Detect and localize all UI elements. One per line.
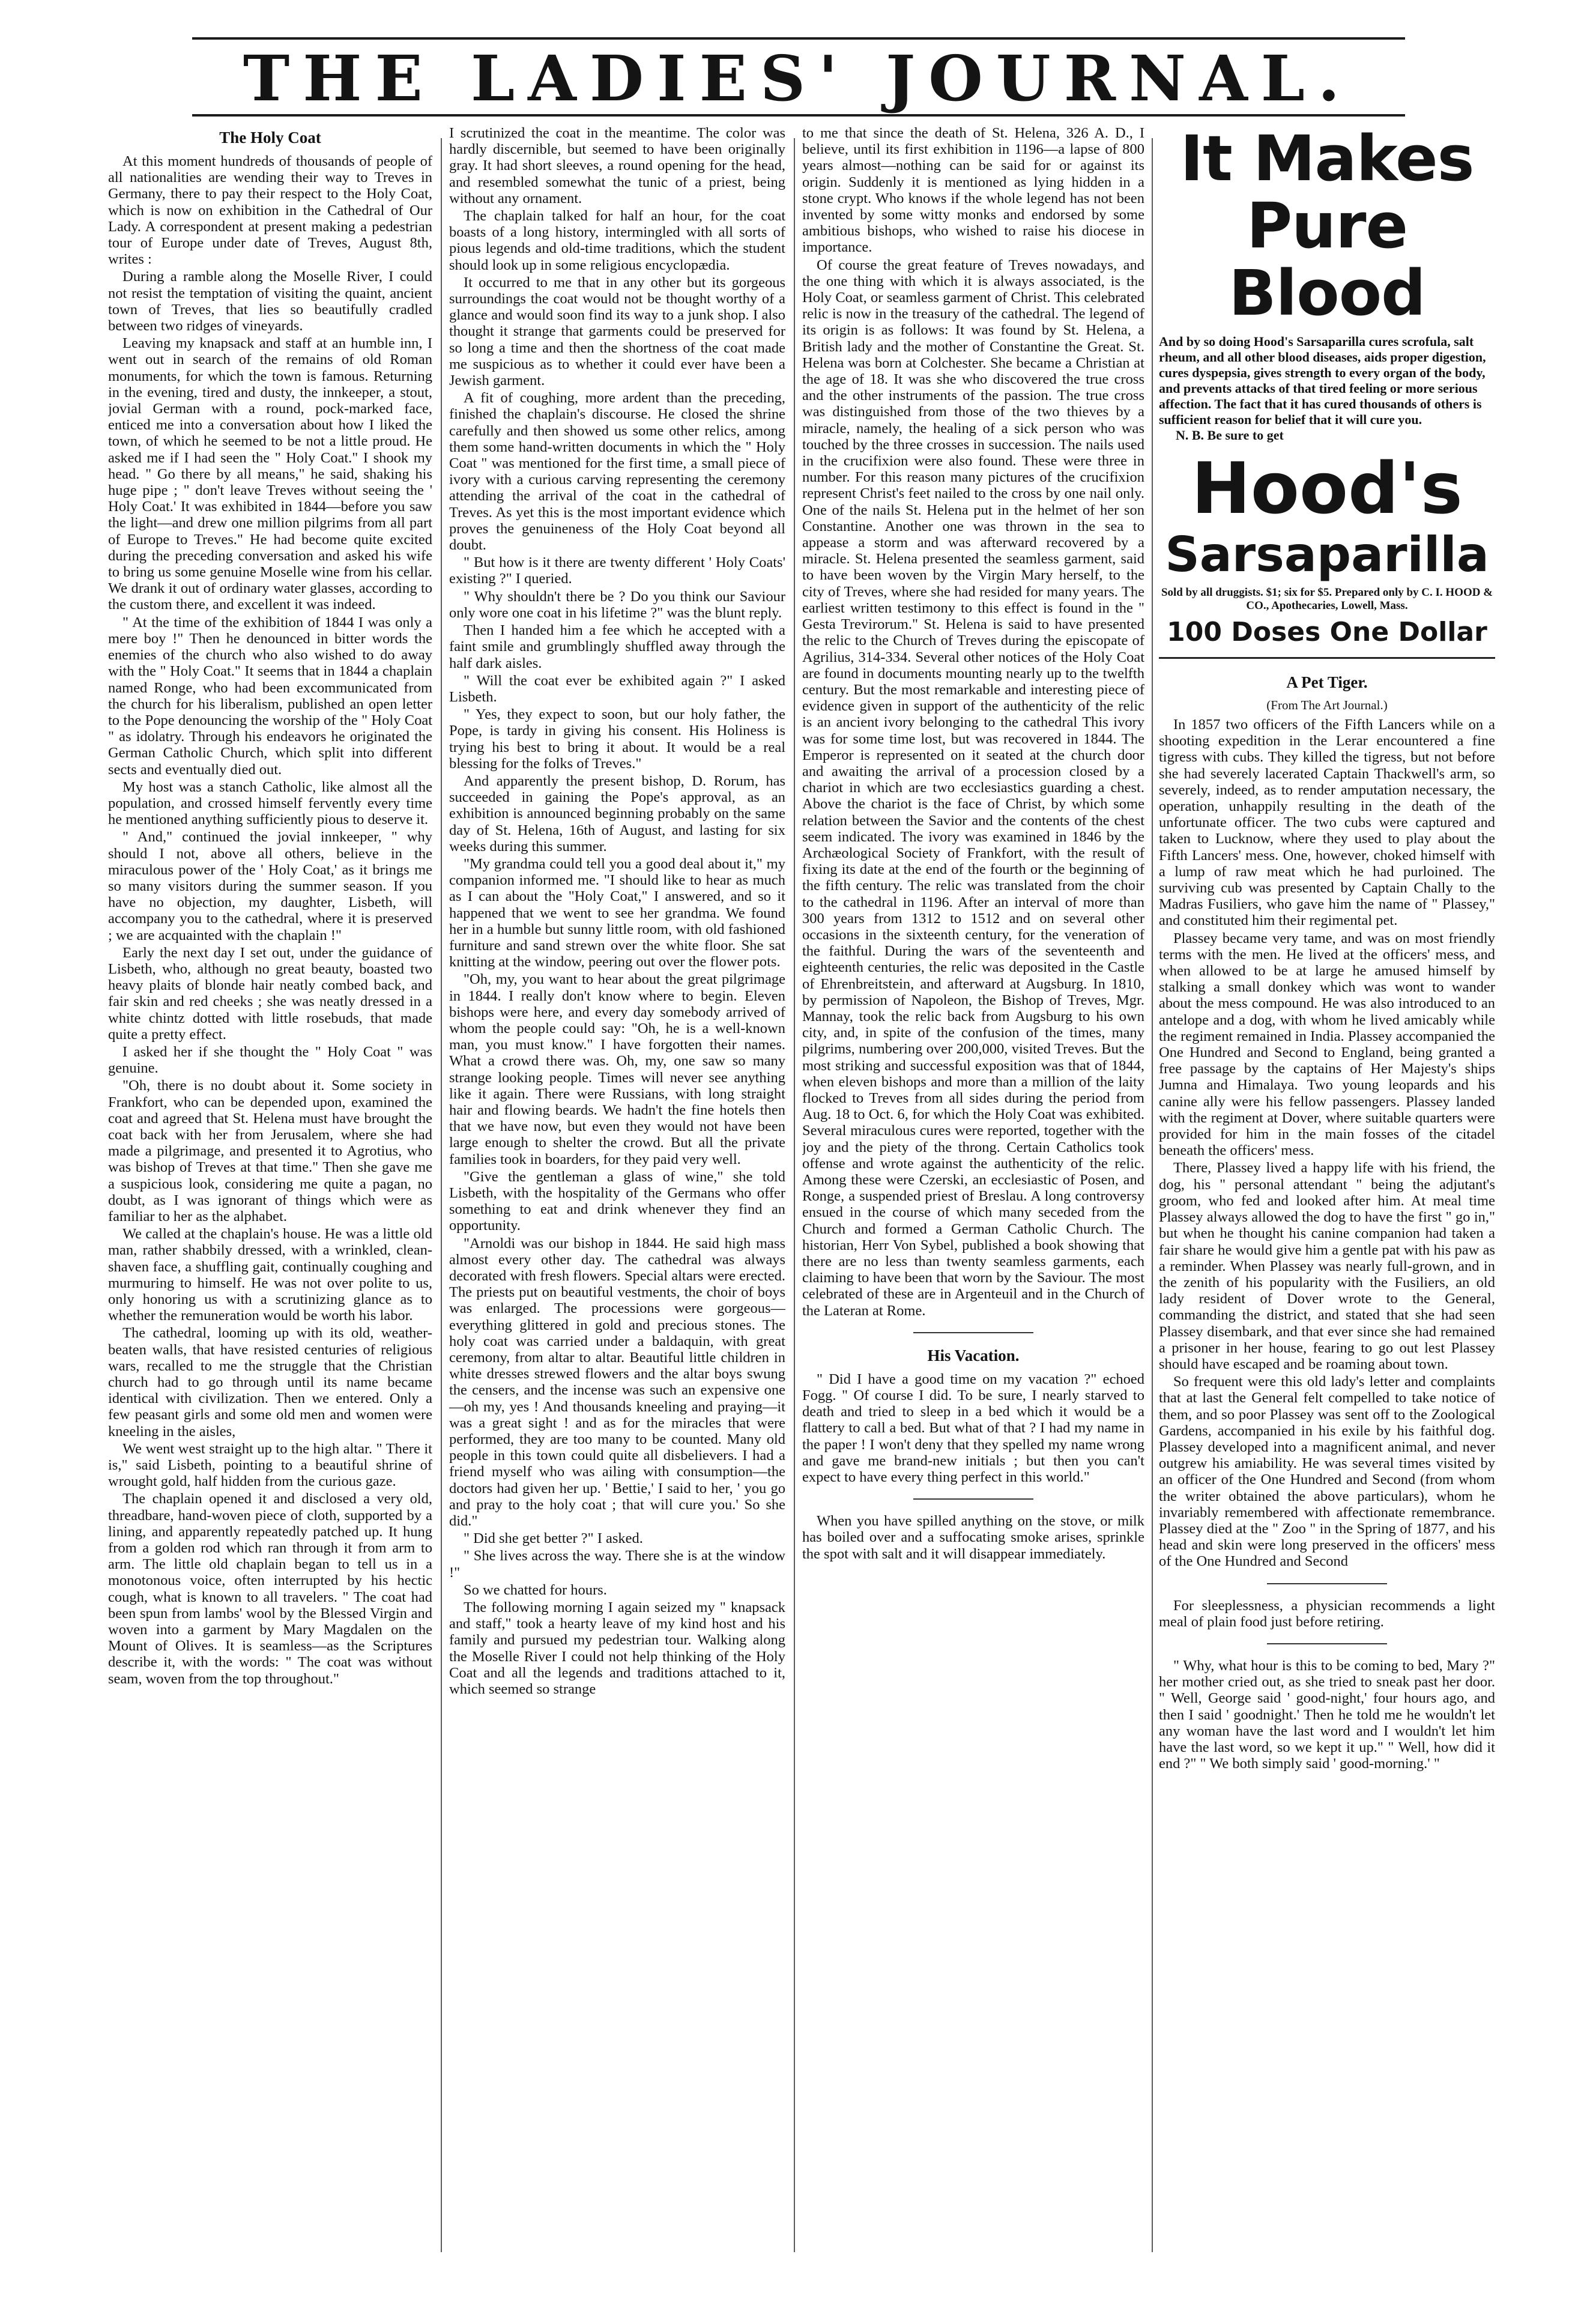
section-divider bbox=[913, 1332, 1033, 1333]
ad-brand-name: Hood's bbox=[1191, 447, 1463, 530]
article-paragraph: I scrutinized the coat in the meantime. The color was hardly discernible, but seemed to have been originally gray. It had short sleeves, a round opening for the head, and resembled somewhat the tunic of a priest, being without any ornament. bbox=[449, 125, 785, 207]
article-paragraph: We called at the chaplain's house. He was a little old man, rather shabbily dressed, with a wrinkled, clean-shaven face, a shuffling gait, continually coughing and murmuring to himself. He was not over polite to us, only honoring us with a scrutinizing glance as to whether the remuneration would be worth his labor. bbox=[108, 1226, 432, 1324]
article-paragraph: Leaving my knapsack and staff at an humble inn, I went out in search of the remains of old Roman monuments, for which the town is famous. Returning in the evening, tired and dusty, the innkeeper, a stout, jovial German with a round, pock-marked face, enticed me into a conversation about how I liked the town, of which he seemed to be not a little proud. He asked me if I had seen the " Holy Coat." I shook my head. " Go there by all means," he said, shaking his huge pipe ; " don't leave Treves without seeing the ' Holy Coat.' It was exhibited in 1844—before you saw the light—and drew one million pilgrims from all part of Europe to Treves." He had become quite excited during the preceding conversation and asked his wife to bring us some genuine Moselle wine from his cellar. We drank it out of ordinary water glasses, according to the custom there, and excellent it was indeed. bbox=[108, 335, 432, 613]
article-paragraph: The chaplain talked for half an hour, for the coat boasts of a long history, intermingled with all sorts of pious legends and old-time traditions, which the student should look up in some religious encyclopædia. bbox=[449, 208, 785, 273]
article-paragraph: Early the next day I set out, under the guidance of Lisbeth, who, although no great beauty, boasted two heavy plaits of blonde hair neatly combed back, and fair skin and red cheeks ; she was neatly dressed in a white chintz dotted with little rosebuds, that made quite a pretty effect. bbox=[108, 944, 432, 1043]
article-paragraph: " She lives across the way. There she is at the window !" bbox=[449, 1548, 785, 1581]
column-rule bbox=[441, 138, 442, 2252]
masthead-bottom-rule bbox=[192, 114, 1405, 117]
vacation-paragraph: " Did I have a good time on my vacation ?" echoed Fogg. " Of course I did. To be sure, I nearly starved to death and tried to sleep in a bed which it would be a flattery to call a bed. But what of that ? I had my name in the paper ! I won't deny that they spelled my name wrong and gave me brand-new initials ; but then you can't expect to have every thing perfect in this world." bbox=[802, 1371, 1144, 1486]
article-paragraph: It occurred to me that in any other but its gorgeous surroundings the coat would not be thought worthy of a glance and would soon find its way to a junk shop. I also thought it strange that garments could be preserved for so long a time and then the shortness of the coat made me suspicious as to whether it could ever have been a Jewish garment. bbox=[449, 274, 785, 389]
article-paragraph: During a ramble along the Moselle River, I could not resist the temptation of visiting the quaint, ancient town of Treves, that lies so beautifully cradled between two ridges of vineyards. bbox=[108, 268, 432, 335]
column-rule bbox=[1152, 138, 1153, 2252]
pet-tiger-headline: A Pet Tiger. bbox=[1286, 673, 1368, 691]
article-paragraph: "Oh, my, you want to hear about the great pilgrimage in 1844. I really don't know where to begin. Eleven bishops were here, and every day somebody arrived of whom the people could say: "Oh, he is a well-known man, you must know." I have forgotten their names. What a crowd there was. Oh, my, one saw so many strange looking people. Times will never see anything like it again. There were Russians, with long straight hair and flowing beards. We hadn't the fine hotels then that we have now, but even they would not have been large enough to shelter the crowd. But all the private families took in boarders, for they paid very well. bbox=[449, 971, 785, 1168]
article-paragraph: We went west straight up to the high altar. " There it is," said Lisbeth, pointing to a beautiful shrine of wrought gold, half hidden from the curious gaze. bbox=[108, 1440, 432, 1490]
article-paragraph: " But how is it there are twenty different ' Holy Coats' existing ?" I queried. bbox=[449, 554, 785, 587]
article-paragraph: "Give the gentleman a glass of wine," she told Lisbeth, with the hospitality of the Germans who offer something to eat and drink whenever they find an opportunity. bbox=[449, 1168, 785, 1234]
article-paragraph: The following morning I again seized my " knapsack and staff," took a hearty leave of my kind host and his family and pursued my pedestrian tour. Walking along the Moselle River I could not help thinking of the Holy Coat and all the legends and traditions attached to it, which seemed so strange bbox=[449, 1599, 785, 1698]
article-paragraph: So frequent were this old lady's letter and complaints that at last the General felt compelled to take notice of them, and so poor Plassey was sent off to the Zoological Gardens, accompanied in his exile by his faithful dog. Plassey developed into a magnificent animal, and never outgrew his amiability. He was several times visited by an officer of the One Hundred and Second (from whom the writer obtained the above particulars), whom he invariably remembered with affectionate remembrance. Plassey died at the " Zoo " in the Spring of 1877, and his head and skin were long preserved in the officers' mess of the One Hundred and Second bbox=[1159, 1374, 1495, 1570]
article-paragraph: Then I handed him a fee which he accepted with a faint smile and grumblingly shuffled away through the half dark aisles. bbox=[449, 622, 785, 671]
column-1 bbox=[108, 125, 432, 2275]
hoods-sarsaparilla-ad bbox=[1159, 125, 1495, 659]
article-paragraph: " At the time of the exhibition of 1844 I was only a mere boy !" Then he denounced in bitter words the enemies of the church who also wished to do away with the " Holy Coat." It seems that in 1844 a chaplain named Ronge, who had been excommunicated from the church for his liberalism, published an open letter to the Pope denouncing the worship of the " Holy Coat " as idolatry. Through his endeavors he originated the German Catholic Church, which split into different sects and eventually died out. bbox=[108, 614, 432, 778]
masthead-title: THE LADIES' JOURNAL. bbox=[243, 41, 1353, 115]
ad-doses-line: 100 Doses One Dollar bbox=[1167, 617, 1487, 647]
holy-coat-headline: The Holy Coat bbox=[219, 129, 321, 147]
ad-body-text bbox=[1159, 334, 1495, 443]
article-paragraph: " Will the coat ever be exhibited again ?" I asked Lisbeth. bbox=[449, 672, 785, 705]
article-paragraph: "Oh, there is no doubt about it. Some society in Frankfort, who can be depended upon, examined the coat and agreed that St. Helena must have brought the coat back with her from Jerusalem, where she had made a pilgrimage, and presented it to Agrotius, who was bishop of Treves at that time." Then she gave me a suspicious look, considering me quite a pagan, no doubt, as I was ignorant of things which were as familiar to her as the alphabet. bbox=[108, 1077, 432, 1225]
article-paragraph: And apparently the present bishop, D. Rorum, has succeeded in gaining the Pope's approval, as an exhibition is announced beginning probably on the same day of St. Helena, 16th of August, and lasting for six weeks during this summer. bbox=[449, 772, 785, 855]
masthead bbox=[0, 11, 1596, 131]
masthead-top-rule bbox=[192, 37, 1405, 40]
article-paragraph: "My grandma could tell you a good deal about it," my companion informed me. "I should like to hear as much as I can about the "Holy Coat," I answered, and so it happened that we went to see her grandma. We found her in a humble but sunny little room, with old fashioned furniture and sand strewn over the white floor. She sat knitting at the window, peering out over the flower pots. bbox=[449, 855, 785, 971]
article-paragraph: "Arnoldi was our bishop in 1844. He said high mass almost every other day. The cathedral was always decorated with fresh flowers. Special altars were erected. The priests put on beautiful vestments, the choir of boys was enlarged. The processions were gorgeous—everything glittered in gold and precious stones. The holy coat was carried under a baldaquin, with great ceremony, from altar to altar. Beautiful little children in white dresses strewed flowers and the altar boys swung the censers, and the incense was such an expensive one—oh my, yes ! And thousands kneeling and praying—it was a great sight ! and as for the miracles that were performed, they are too many to be counted. Many old people in this town could quite all disbelievers. I had a friend myself who was ailing with consumption—the doctors had given her up. ' Bettie,' I said to her, ' you go and pray to the holy coat ; that will cure you.' So she did." bbox=[449, 1235, 785, 1530]
article-paragraph: There, Plassey lived a happy life with his friend, the dog, his " personal attendant " being the adjutant's groom, who fed and looked after him. At meal time Plassey always allowed the dog to have the first " go in," but when he thought his canine companion had taken a fair share he would give him a gentle pat with his paw as a reminder. When Plassey was nearly full-grown, and in the zenith of his popularity with the Fusiliers, an old lady resident of Dover wrote to the General, commanding the district, and stated that she had seen Plassey disembark, and that ever since she had remained a prisoner in her house, fearing to go out lest Plassey should have escaped and be roaming about town. bbox=[1159, 1160, 1495, 1372]
ad-headline-line1: It Makes bbox=[1180, 125, 1474, 195]
article-paragraph: In 1857 two officers of the Fifth Lancers while on a shooting expedition in the Lerar encountered a fine tigress with cubs. They killed the tigress, but not before she had severely lacerated Captain Thackwell's arm, so severely, indeed, as to render amputation necessary, the operation, unhappily resulting in the death of the unfortunate officer. The two cubs were captured and taken to Lucknow, where they used to play about the Fifth Lancers' mess. One, however, choked himself with a lump of raw meat which he had purloined. The surviving cub was presented by Captain Chally to the Madras Fusiliers, who gave him the name of " Plassey," and constituted him their regimental pet. bbox=[1159, 716, 1495, 929]
ad-bottom-rule bbox=[1159, 657, 1495, 659]
spill-tip-paragraph: When you have spilled anything on the stove, or milk has boiled over and a suffocating smoke arises, sprinkle the spot with salt and it will disappear immediately. bbox=[802, 1513, 1144, 1562]
column-2 bbox=[449, 125, 785, 2275]
section-divider bbox=[913, 1498, 1033, 1500]
article-paragraph: A fit of coughing, more ardent than the preceding, finished the chaplain's discourse. He closed the shrine carefully and then showed us some other relics, among them some hand-written documents in which the " Holy Coat " was mentioned for the first time, a small piece of ivory with a curious carving representing the ceremony attending the arrival of the coat in the cathedral of Treves. As yet this is the most important evidence which proves the genuineness of the Holy Coat beyond all doubt. bbox=[449, 390, 785, 554]
ad-sold-by: Sold by all druggists. $1; six for $5. Prepared only by C. I. HOOD & CO., Apothecaries, Lowell, Mass. bbox=[1161, 586, 1493, 612]
ad-headline-line2: Pure Blood bbox=[1229, 189, 1425, 330]
sleep-tip-paragraph: For sleeplessness, a physician recommends a light meal of plain food just before retiring. bbox=[1159, 1597, 1495, 1630]
good-morning-paragraph: " Why, what hour is this to be coming to bed, Mary ?" her mother cried out, as she tried to sneak past her door. " Well, George said ' good-night,' four hours ago, and then I said ' goodnight.' Then he told me he wouldn't let any woman have the last word and I wouldn't let him have the last word, so we kept it up." " Well, how did it end ?" " We both simply said ' good-morning.' " bbox=[1159, 1657, 1495, 1772]
section-divider bbox=[1267, 1643, 1387, 1644]
article-paragraph: " And," continued the jovial innkeeper, " why should I not, above all others, believe in the miraculous power of the ' Holy Coat,' as it brings me so many visitors during the summer season. If you have no objection, my daughter, Lisbeth, will accompany you to the cathedral, where it is preserved ; we are acquainted with the chaplain !" bbox=[108, 829, 432, 944]
article-paragraph: " Why shouldn't there be ? Do you think our Saviour only wore one coat in his lifetime ?" was the blunt reply. bbox=[449, 588, 785, 621]
ad-body-copy: And by so doing Hood's Sarsaparilla cures scrofula, salt rheum, and all other blood diseases, aids proper digestion, cures dyspepsia, gives strength to every organ of the body, and prevents attacks of that tired feeling or more serious affection. The fact that it has cured thousands of others is sufficient reason for belief that it will cure you. bbox=[1159, 334, 1486, 427]
article-paragraph: " Did she get better ?" I asked. bbox=[464, 1530, 643, 1547]
vacation-headline: His Vacation. bbox=[927, 1346, 1020, 1365]
article-paragraph: to me that since the death of St. Helena, 326 A. D., I believe, until its first exhibition in 1196—a lapse of 800 years almost—nothing can be said for or against its origin. Suddenly it is mentioned as lying hidden in a stone crypt. Who knows if the whole legend has not been invented by some witty monks and endorsed by some ambitious bishops, who wished to raise his diocese in importance. bbox=[802, 125, 1144, 256]
article-paragraph: The chaplain opened it and disclosed a very old, threadbare, hand-woven piece of cloth, supported by a lining, and apparently repeatedly patched up. It hung from a golden rod which ran through it from arm to arm. The little old chaplain began to tell us in a monotonous voice, often interrupted by his hectic cough, what is known to all travelers. " The coat had been spun from lambs' wool by the Blessed Virgin and woven into a garment by Mary Magdalen on the Mount of Olives. It is seamless—as the Scriptures describe it, with the words: " The coat was without seam, woven from the top throughout." bbox=[108, 1491, 432, 1687]
article-paragraph: Of course the great feature of Treves nowadays, and the one thing with which it is always associated, is the Holy Coat, or seamless garment of Christ. This celebrated relic is now in the treasury of the cathedral. The legend of its origin is as follows: It was found by St. Helena, a British lady and the mother of Constantine the Great. St. Helena was born at Colchester. She became a Christian at the age of 18. It was she who discovered the true cross and the other instruments of the passion. The true cross was distinguished from those of the two thieves by a miracle, namely, the healing of a sick person who was touched by the three crosses in succession. The nails used in the crucifixion were also found. These were three in number. For this reason many pictures of the crucifixion represent Christ's feet nailed to the cross by one nail only. One of the nails St. Helena put in the helmet of her son Constantine. Another one was thrown in the sea to appease a storm and was afterward recovered by a miracle. St. Helena presented the seamless garment, said to have been woven by the Virgin Mary herself, to the city of Treves, where she had resided for many years. The earliest written testimony to this effect is found in the " Gesta Trevirorum." St. Helena is said to have presented the relic to the Church of Treves during the episcopate of Agrilius, 314-334. Several other notices of the Holy Coat are found in documents mounting nearly up to the twelfth century. But the most remarkable and interesting piece of evidence given in support of the authenticity of the relic is an ancient ivory belonging to the cathedral This ivory was for some time lost, but was recovered in 1844. The Emperor is represented on it seated at the church door and awaiting the arrival of a procession closed by a chariot in which are two ecclesiastics guarding a chest. Above the chariot is the face of Christ, by which some relation between the Savior and the contents of the chest seem indicated. The ivory was examined in 1846 by the Archæological Society of Frankfort, with the result of fixing its date at the end of the fourth or the beginning of the fifth century. The relic was translated from the choir to the cathedral in 1196. After an interval of more than 300 years from 1312 to 1512 and on several other occasions in the sixteenth century, for the veneration of the faithful. During the wars of the seventeenth and eighteenth centuries, the relic was deposited in the Castle of Ehrenbreitstein, and afterward at Augsburg. In 1810, by permission of Napoleon, the Bishop of Treves, Mgr. Mannay, took the relic back from Augsburg to his own city, and, in spite of the confusion of the times, many pilgrims, numbering over 200,000, visited Treves. But the most striking and successful exposition was that of 1844, when eleven bishops and more than a million of the laity flocked to Treves from all sides during the period from Aug. 18 to Oct. 6, for which the Holy Coat was exhibited. Several miraculous cures were reported, together with the joy and the piety of the throng. Certain Catholics took offense and wrote against the authenticity of the relic. Among these were Czerski, an ecclesiastic of Posen, and Ronge, a suspended priest of Breslau. A long controversy ensued in the course of which many seceded from the Church and formed a German Catholic Church. The historian, Herr Von Sybel, published a book showing that there are no less than twenty seamless garments, each claiming to have been that worn by the Saviour. The most celebrated of these are in Argenteuil and in the Church of the Lateran at Rome. bbox=[802, 256, 1144, 1319]
column-3 bbox=[802, 125, 1144, 2275]
column-rule bbox=[794, 138, 795, 2252]
article-paragraph: The cathedral, looming up with its old, weather-beaten walls, that have resisted centuries of religious wars, recalled to me the struggle that the Christian church had to go through until its name became identical with civilization. Then we entered. Only a few peasant girls and some old men and women were kneeling in the aisles, bbox=[108, 1325, 432, 1440]
article-paragraph: " Yes, they expect to soon, but our holy father, the Pope, is tardy in giving his consent. His Holiness is trying his best to bring it about. It would be a real blessing for the folks of Treves." bbox=[449, 706, 785, 772]
column-4 bbox=[1159, 125, 1495, 2275]
ad-product-name: Sarsaparilla bbox=[1165, 527, 1489, 583]
article-paragraph: My host was a stanch Catholic, like almost all the population, and crossed himself fervently every time he mentioned anything sufficiently pious to deserve it. bbox=[108, 778, 432, 828]
article-paragraph: I asked her if she thought the " Holy Coat " was genuine. bbox=[108, 1043, 432, 1077]
section-divider bbox=[1267, 1583, 1387, 1584]
ad-nb-line: N. B. Be sure to get bbox=[1176, 428, 1284, 443]
article-paragraph: Plassey became very tame, and was on most friendly terms with the men. He lived at the officers' mess, and when allowed to be at large he amused himself by stalking a small donkey which was wont to wander about the mess compound. He was also introduced to an antelope and a dog, with whom he lived amicably while the regiment remained in India. Plassey accompanied the One Hundred and Second to England, being granted a free passage by the captains of Her Majesty's ships Jumna and Himalaya. Two young leopards and his canine ally were his fellow passengers. Plassey landed with the regiment at Dover, where suitable quarters were provided for him in the main fosses of the citadel beneath the officers' mess. bbox=[1159, 930, 1495, 1159]
article-paragraph: At this moment hundreds of thousands of people of all nationalities are wending their way to Treves in Germany, there to pay their respect to the Holy Coat, which is now on exhibition in the Cathedral of Our Lady. A correspondent at present making a pedestrian tour of Europe under date of Treves, August 8th, writes : bbox=[108, 153, 432, 268]
article-paragraph: So we chatted for hours. bbox=[464, 1581, 607, 1598]
pet-tiger-source: (From The Art Journal.) bbox=[1266, 698, 1388, 712]
